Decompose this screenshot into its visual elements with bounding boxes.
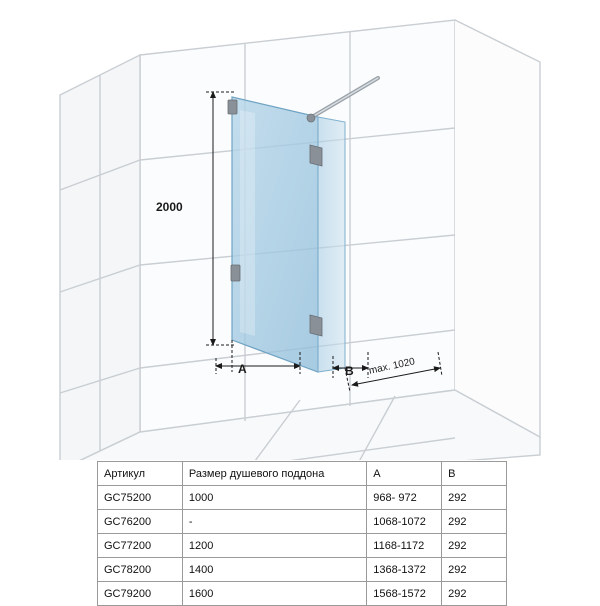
cell-article: GC75200 bbox=[98, 486, 183, 510]
dimension-label-b: B bbox=[345, 364, 354, 378]
dimension-label-max: max. 1020 bbox=[368, 356, 416, 377]
cell-b: 292 bbox=[442, 534, 507, 558]
glass-panels bbox=[232, 97, 345, 372]
specification-table bbox=[97, 461, 507, 606]
table-header-a: A bbox=[367, 462, 442, 486]
table-header-article: Артикул bbox=[98, 462, 183, 486]
table-header-b: B bbox=[442, 462, 507, 486]
cell-a: 1068-1072 bbox=[367, 510, 442, 534]
hinge-middle bbox=[231, 265, 240, 281]
cell-a: 1368-1372 bbox=[367, 558, 442, 582]
cell-tray-size: 1200 bbox=[182, 534, 366, 558]
hinge-top bbox=[228, 100, 237, 114]
cell-tray-size: - bbox=[182, 510, 366, 534]
cell-article: GC76200 bbox=[98, 510, 183, 534]
table-row bbox=[98, 486, 507, 510]
cell-article: GC79200 bbox=[98, 582, 183, 606]
table-row bbox=[98, 510, 507, 534]
dimension-label-height: 2000 bbox=[156, 200, 183, 214]
cell-tray-size: 1400 bbox=[182, 558, 366, 582]
cell-a: 1168-1172 bbox=[367, 534, 442, 558]
table-header-row bbox=[98, 462, 507, 486]
table-row bbox=[98, 582, 507, 606]
bracket-top-right bbox=[310, 145, 322, 166]
cell-article: GC77200 bbox=[98, 534, 183, 558]
cell-b: 292 bbox=[442, 510, 507, 534]
cell-tray-size: 1600 bbox=[182, 582, 366, 606]
cell-tray-size: 1000 bbox=[182, 486, 366, 510]
table-row bbox=[98, 558, 507, 582]
cell-a: 1568-1572 bbox=[367, 582, 442, 606]
cell-a: 968- 972 bbox=[367, 486, 442, 510]
table-header-tray-size: Размер душевого поддона bbox=[182, 462, 366, 486]
cell-article: GC78200 bbox=[98, 558, 183, 582]
cell-b: 292 bbox=[442, 582, 507, 606]
cell-b: 292 bbox=[442, 486, 507, 510]
bracket-bottom-right bbox=[310, 315, 322, 336]
dimension-label-a: A bbox=[238, 362, 247, 376]
cell-b: 292 bbox=[442, 558, 507, 582]
table-row bbox=[98, 534, 507, 558]
